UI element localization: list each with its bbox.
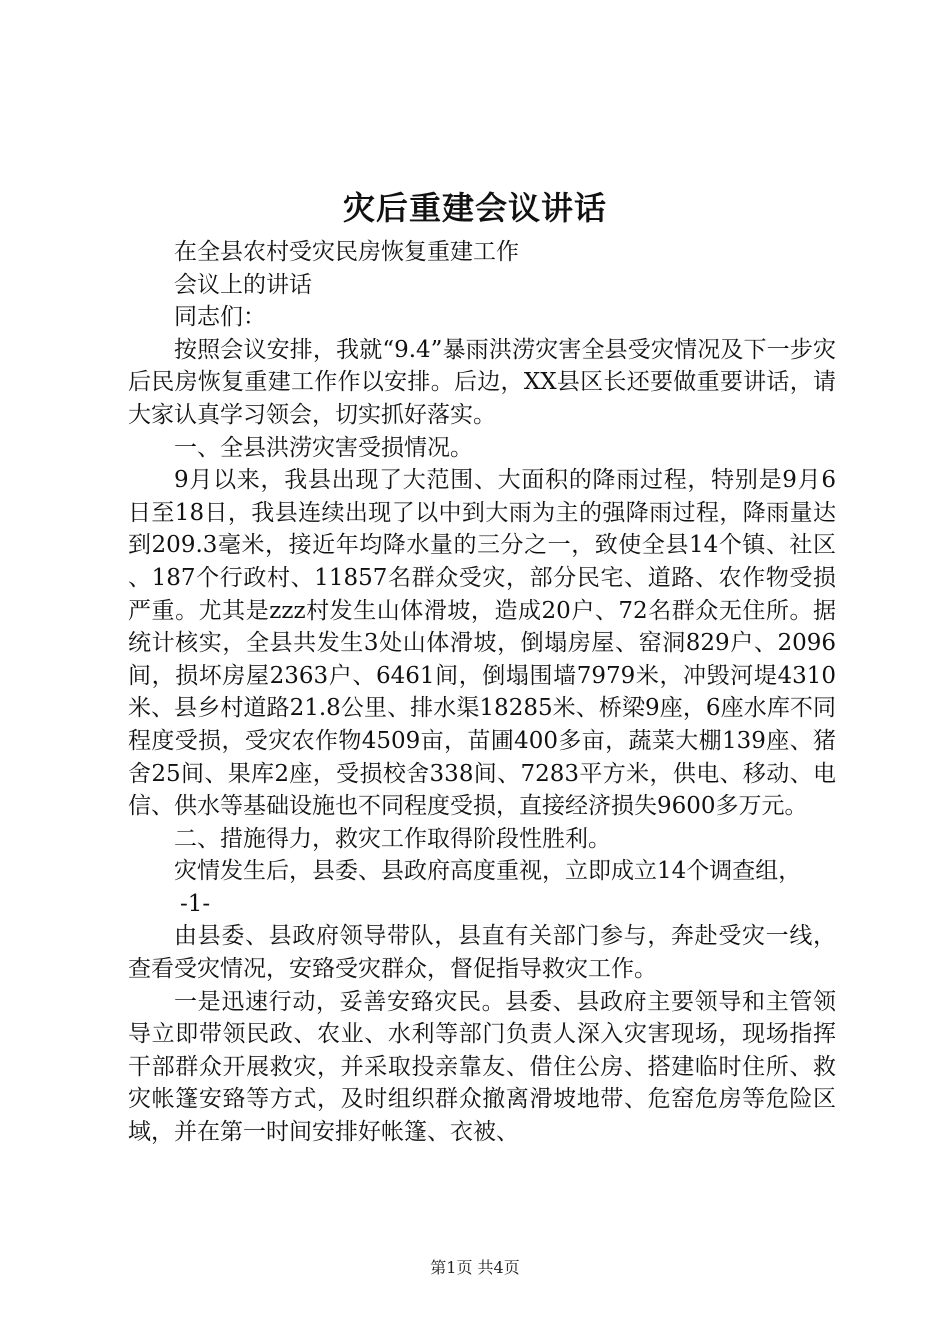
section-heading: 一、全县洪涝灾害受损情况。 (174, 434, 473, 461)
paragraph: 由县委、县政府领导带队，县直有关部门参与，奔赴受灾一线，查看受灾情况，安臵受灾群众，督促指导救灾工作。 (128, 923, 836, 983)
paragraph: 同志们： (174, 304, 266, 331)
page-number-marker: -1- (180, 890, 211, 917)
paragraph: 按照会议安排，我就“9.4”暴雨洪涝灾害全县受灾情况及下一步灾后民房恢复重建工作作以安排。后边，XX县区长还要做重要讲话，请大家认真学习领会，切实抓好落实。 (128, 336, 836, 428)
paragraph: 9月以来，我县出现了大范围、大面积的降雨过程，特别是9月6日至18日，我县连续出现了以中到大雨为主的强降雨过程，降雨量达到209.3毫米，接近年均降水量的三分之一，致使全县14个镇、社区、187个行政村、11857名群众受灾，部分民宅、道路、农作物受损严重。尤其是zzz村发生山体滑坡，造成20户、72名群众无住所。据统计核实，全县共发生3处山体滑坡，倒塌房屋、窑洞829户、2096间，损坏房屋2363户、6461间，倒塌围墙7979米，冲毁河堤4310米、县乡村道路21.8公里、排水渠18285米、桥梁9座，6座水库不同程度受损，受灾农作物4509亩，苗圃400多亩，蔬菜大棚139座、猪舍25间、果库2座，受损校舍338间、7283平方米，供电、移动、电信、供水等基础设施也不同程度受损，直接经济损失9600多万元。 (128, 467, 836, 820)
paragraph: 在全县农村受灾民房恢复重建工作 (174, 239, 519, 265)
paragraph: 会议上的讲话 (174, 271, 312, 298)
document-body (128, 236, 836, 1149)
paragraph: 一是迅速行动，妥善安臵灾民。县委、县政府主要领导和主管领导立即带领民政、农业、水利等部门负责人深入灾害现场，现场指挥干部群众开展救灾，并采取投亲靠友、借住公房、搭建临时住所、救灾帐篷安臵等方式，及时组织群众撤离滑坡地带、危窑危房等危险区域，并在第一时间安排好帐篷、衣被、 (128, 988, 836, 1146)
section-heading: 二、措施得力，救灾工作取得阶段性胜利。 (174, 825, 611, 852)
paragraph: 灾情发生后，县委、县政府高度重视，立即成立14个调查组， (174, 858, 802, 885)
document-title: 灾后重建会议讲话 (342, 189, 607, 227)
page-footer: 第1页 共4页 (430, 1258, 520, 1277)
